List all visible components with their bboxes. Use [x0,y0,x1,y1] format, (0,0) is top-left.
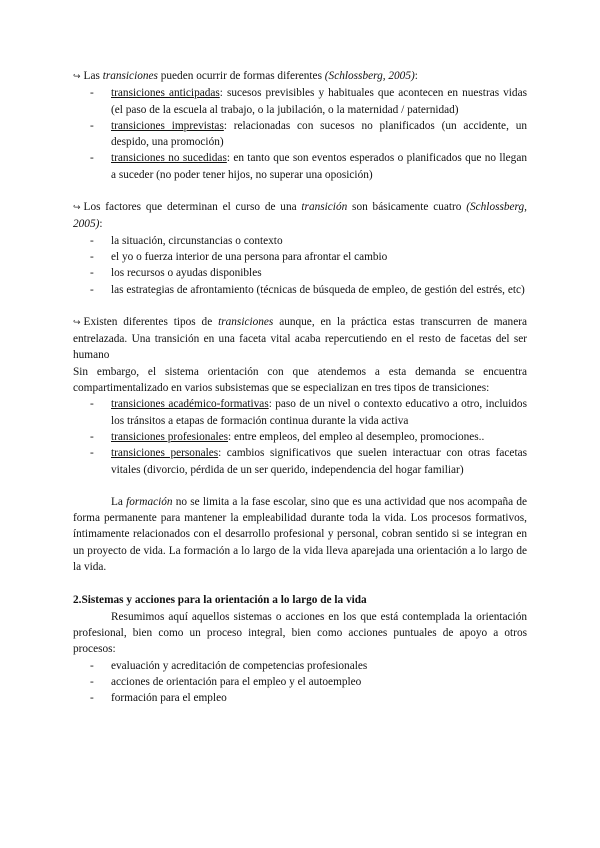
list-item: - transiciones no sucedidas: en tanto que son eventos esperados o planificados que no llegan a suceder (no poder tener hijos, no superar una oposición) [90,152,527,181]
list-item: - transiciones académico-formativas: paso de un nivel o contexto educativo a otro, incluidos los tránsitos a etapas de formación continua durante la vida activa [90,398,527,427]
transition-kinds-list [73,85,527,183]
list-item: - transiciones anticipadas: sucesos previsibles y habituales que acontecen en nuestras vidas (el paso de la escuela al trabajo, o la jubilación, o la maternidad / paternidad) [90,87,527,116]
system-paragraph: Sin embargo, el sistema orientación con que atendemos a esta demanda se encuentra compartimentalizado en varios subsistemas que se especializan en tres tipos de transiciones: [73,365,527,395]
systems-paragraph: Resumimos aquí aquellos sistemas o acciones en los que está contemplada la orientación profesional, bien como un proceso integral, bien como acciones puntuales de apoyo a otros procesos: [73,610,527,656]
factors-intro: ↪ Los factores que determinan el curso de una transición son básicamente cuatro (Schlossberg, 2005): [73,201,527,231]
systems-list [73,658,527,707]
list-item: - los recursos o ayudas disponibles [90,267,262,280]
factors-list [73,233,527,298]
list-item: - el yo o fuerza interior de una persona para afrontar el cambio [90,250,388,263]
list-item: - las estrategias de afrontamiento (técnicas de búsqueda de empleo, de gestión del estrés, etc) [90,283,525,296]
section-heading: 2.Sistemas y acciones para la orientación a lo largo de la vida [73,594,367,607]
list-item: - evaluación y acreditación de competencias profesionales [90,659,368,672]
arrow-bullet-icon: ↪ [73,203,81,214]
types-intro: ↪ Existen diferentes tipos de transiciones aunque, en la práctica estas transcurren de manera entrelazada. Una transición en una faceta vital acaba repercutiendo en el resto de facetas del ser humano [73,315,527,362]
transition-types-list [73,396,527,477]
list-item: - transiciones imprevistas: relacionadas con sucesos no planificados (un accidente, un despido, una promoción) [90,119,527,149]
list-item: - transiciones profesionales: entre empleos, del empleo al desempleo, promociones.. [90,430,485,443]
list-item: - acciones de orientación para el empleo y el autoempleo [90,675,362,688]
list-item: - formación para el empleo [90,692,227,705]
arrow-bullet-icon: ↪ [73,317,81,328]
document-page [73,68,527,706]
formacion-paragraph: La formación no se limita a la fase escolar, sino que es una actividad que nos acompaña de forma permanente para mantener la empleabilidad durante toda la vida. Los procesos formativos, íntimamente relacionados con el desarrollo profesional y personal, cobran sentido si se integran en un proyecto de vida. La formación a lo largo de la vida lleva aparejada una orientación a lo largo de la vida. [73,495,527,574]
list-item: - la situación, circunstancias o contexto [90,234,283,247]
arrow-bullet-icon: ↪ [73,72,81,82]
transitions-intro: ↪ Las transiciones pueden ocurrir de formas diferentes (Schlossberg, 2005): [73,70,418,82]
list-item: - transiciones personales: cambios significativos que suelen interactuar con otras facetas vitales (divorcio, pérdida de un ser querido, independencia del hogar familiar) [90,447,527,476]
